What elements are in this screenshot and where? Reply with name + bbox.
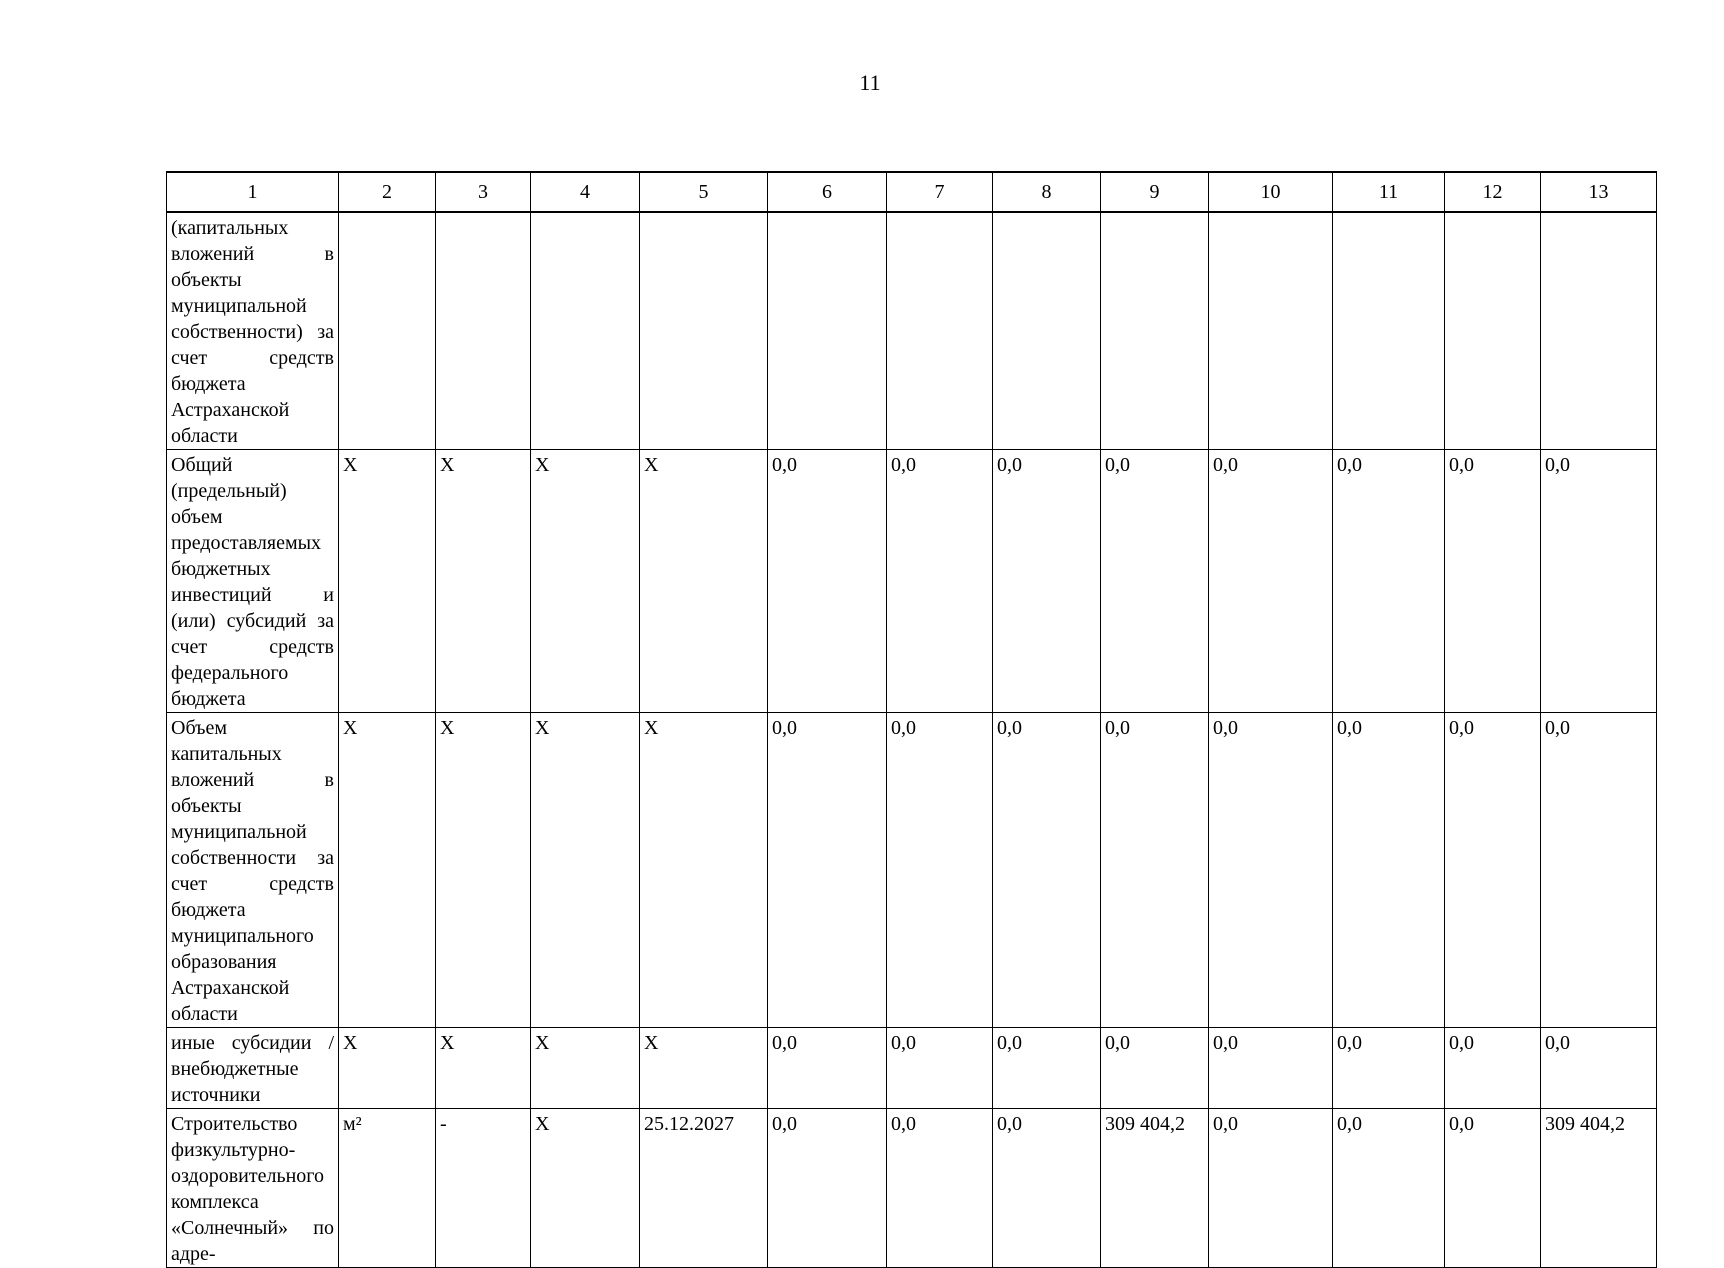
column-header: 3	[436, 172, 531, 212]
table-cell: 0,0	[1333, 450, 1445, 713]
table-cell: 0,0	[768, 1028, 887, 1109]
column-header: 8	[993, 172, 1101, 212]
table-cell: 0,0	[1333, 713, 1445, 1028]
table-cell: м²	[339, 1109, 436, 1268]
table-cell: 0,0	[1209, 713, 1333, 1028]
column-header: 13	[1541, 172, 1657, 212]
table-cell: 0,0	[1445, 1109, 1541, 1268]
table-cell	[531, 212, 640, 450]
table-cell: 0,0	[993, 1109, 1101, 1268]
table-cell	[436, 212, 531, 450]
table-cell: 0,0	[1209, 1109, 1333, 1268]
table-cell: 0,0	[768, 1109, 887, 1268]
table-cell: Х	[640, 1028, 768, 1109]
column-header: 1	[167, 172, 339, 212]
column-header: 10	[1209, 172, 1333, 212]
table-row	[167, 1109, 1657, 1268]
table-cell: 0,0	[1541, 1028, 1657, 1109]
table-cell	[640, 212, 768, 450]
row-label: (капитальных вложений в объекты муниципальной собственности) за счет средств бюджета Астраханской области	[167, 212, 339, 450]
table-cell: Х	[436, 450, 531, 713]
column-header: 7	[887, 172, 993, 212]
table-cell	[1541, 212, 1657, 450]
table-cell	[339, 212, 436, 450]
table-cell	[1209, 212, 1333, 450]
table-cell: 0,0	[887, 450, 993, 713]
budget-table	[166, 171, 1657, 1268]
table-cell: 0,0	[1209, 1028, 1333, 1109]
table-cell	[1445, 212, 1541, 450]
header-row	[167, 172, 1657, 212]
row-label: Объем капитальных вложений в объекты муниципальной собственности за счет средств бюджета муниципального образования Астраханской области	[167, 713, 339, 1028]
column-header: 9	[1101, 172, 1209, 212]
table-cell: 0,0	[1333, 1028, 1445, 1109]
table-cell: Х	[339, 1028, 436, 1109]
table-cell	[993, 212, 1101, 450]
table-cell: Х	[436, 1028, 531, 1109]
table-cell: 0,0	[1101, 1028, 1209, 1109]
table-row	[167, 1028, 1657, 1109]
table-cell: 0,0	[1445, 1028, 1541, 1109]
table-row	[167, 450, 1657, 713]
table-row	[167, 713, 1657, 1028]
table-cell: 0,0	[1101, 713, 1209, 1028]
table-cell: Х	[531, 1028, 640, 1109]
table-cell: 0,0	[993, 1028, 1101, 1109]
table-cell: 0,0	[1445, 450, 1541, 713]
table-cell: 0,0	[1541, 713, 1657, 1028]
table-cell: Х	[640, 713, 768, 1028]
table-cell: 0,0	[1101, 450, 1209, 713]
table-cell	[1333, 212, 1445, 450]
column-header: 2	[339, 172, 436, 212]
table-cell: Х	[531, 1109, 640, 1268]
table-cell: 0,0	[768, 450, 887, 713]
table-cell	[768, 212, 887, 450]
table-cell: Х	[436, 713, 531, 1028]
table-cell: 0,0	[887, 713, 993, 1028]
table-cell: 0,0	[1209, 450, 1333, 713]
table-cell: 309 404,2	[1101, 1109, 1209, 1268]
table-cell: Х	[531, 450, 640, 713]
table-cell: Х	[339, 450, 436, 713]
table-cell	[1101, 212, 1209, 450]
table-row	[167, 212, 1657, 450]
row-label: иные субсидии / внебюджетные источники	[167, 1028, 339, 1109]
table-cell: 0,0	[993, 713, 1101, 1028]
column-header: 4	[531, 172, 640, 212]
column-header: 11	[1333, 172, 1445, 212]
column-header: 12	[1445, 172, 1541, 212]
table-cell: 0,0	[1541, 450, 1657, 713]
row-label: Строительство физкультурно-оздоровительного комплекса «Солнечный» по адре-	[167, 1109, 339, 1268]
table-cell: -	[436, 1109, 531, 1268]
table-cell: 309 404,2	[1541, 1109, 1657, 1268]
table-cell: 25.12.2027	[640, 1109, 768, 1268]
table-cell: 0,0	[768, 713, 887, 1028]
column-header: 6	[768, 172, 887, 212]
table-cell	[887, 212, 993, 450]
table-cell: Х	[531, 713, 640, 1028]
table-cell: 0,0	[1333, 1109, 1445, 1268]
table-cell: Х	[339, 713, 436, 1028]
table-cell: 0,0	[1445, 713, 1541, 1028]
row-label: Общий (предельный) объем предоставляемых бюджетных инвестиций и (или) субсидий за счет средств федерального бюджета	[167, 450, 339, 713]
table-cell: 0,0	[887, 1109, 993, 1268]
table-cell: 0,0	[993, 450, 1101, 713]
table-cell: 0,0	[887, 1028, 993, 1109]
page-number: 11	[859, 70, 881, 95]
table-cell: Х	[640, 450, 768, 713]
column-header: 5	[640, 172, 768, 212]
